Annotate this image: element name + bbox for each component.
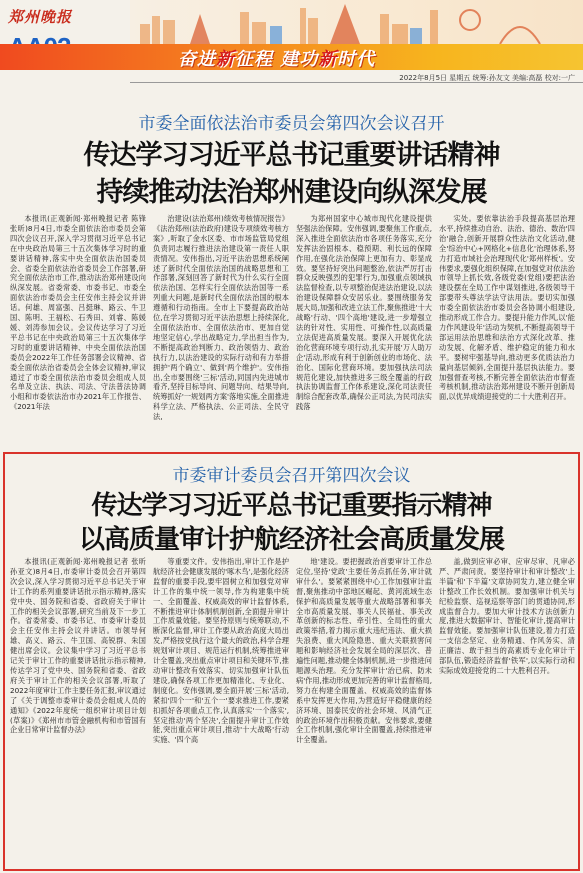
article2-column: 盖,做到应审必审、应审尽审、凡审必严、严肃问责。要坚持审计和审计整改'上半篇'和'下半篇'文章协同发力,建立健全审计整改工作长效机制。要加强审计机关与纪检监察、巡视巡察等部门的贯通协同,形成监督合力。要加大审计技术方法创新力度,推进大数据审计、智能化审计,提高审计监督效能。要加强审计队伍建设,着力打造一支信念坚定、业务精通、作风务实、清正廉洁、敢于担当的高素质专业化审计干部队伍,锻造经济监督'铁军',以实际行动和实际成效迎接党的二十大胜利召开。	[439, 557, 575, 675]
article1-headline-line2: 持续推动法治郑州建设向纵深发展	[96, 177, 487, 208]
dateline: 2022年8月5日 星期五 统筹:孙友文 美编:高磊 校对:一广	[399, 74, 575, 82]
article1-column: 为郑州国家中心城市现代化建设提供坚强法治保障。安伟强调,要聚焦工作重点,深入推进全面依法治市各项任务落实,充分发挥法治固根本、稳预期、利长远的保障作用,在强化法治保障上更加有力、彰显成效。要坚持好突出问题整治,依法严厉打击群众反映强烈的犯罪行为,加强重点领域执法监督检查,以专项整治促进法治建设,以法治建设保障群众安居乐业。要围绕服务发展大局,加强和改进立法工作,聚焦推进'十大战略'行动、'四个高地'建设,进一步增强立法的针对性、实用性、可操作性,以高质量立法促进高质量发展。要深入开展优化法治化营商环境专项行动,扎实开展'万人助万企'活动,形成有利于创新创业的市场化、法治化、国际化营商环境。要加强执法司法规范化建设,加快推进多三级全覆盖的行政执法协调监督工作体系建设,深化司法责任制综合配套改革,确保公正司法,为民司法实践落	[296, 214, 432, 412]
article1-column: 本报讯(正观新闻·郑州晚报记者 陈锋 张昕)8月4日,市委全面依法治市委员会第四次会议召开,深入学习贯彻习近平总书记在中央政治局第三十五次集体学习时的重要讲话精神,落实中央全面依法治国委员会、省委全面依法治省委员会工作部署,研究全面依法治市工作,推动法治郑州建设向纵深发展。省委常委、市委书记、市委全面依法治市委员会主任安伟主持会议并讲话。何雄、周富强、吕挺琳、路云、牛卫国、陈明、王福松、石秀田、刘睿、陈媛媛、刘涛参加会议。会议传达学习了习近平总书记在中央政治局第三十五次集体学习时的重要讲话精神、中央全面依法治国委员会2022年工作任务部署会议精神、省委全面依法治省委员会全体会议精神,审议通过了市委全面依法治市委员会组成人员名单及立法、执法、司法、守法普法协调小组和市委依法治市办2021年工作报告、《2021年法	[10, 214, 146, 412]
article2-column: 本报讯(正观新闻·郑州晚报记者 张昕 孙亚文)8月4日,市委审计委员会召开第四次会议,深入学习贯彻习近平总书记关于审计工作的系列重要讲话批示指示精神,落实党中央、国务院和省委、省政府关于审计工作的相关会议部署,研究当前及下一步工作。省委常委、市委书记、市委审计委员会主任安伟主持会议并讲话。市领导何雄、高义、路云、牛卫国、高锐群、朱国健出席会议。会议集中学习了习近平总书记关于审计工作的重要讲话批示指示精神,传达学习了党中央、国务院和省委、省政府关于审计工作的相关会议部署,听取了2022年度审计工作主要任务汇报,审议通过了《关于调整市委审计委员会组成人员的通知》《2022年度统一组织审计项目计划(草案)》《郑州市市管金融机构和市管国有企业日常审计监督办法》	[10, 557, 146, 735]
article2-column: 地'建设。要把握政治首要审计工作总定位,坚持'党政'主要任务点抓任务,审计就审什么'。要紧紧围绕中心工作加强审计监督,聚焦推动中部地区崛起、黄河流域生态保护和高质量发展等重大战略部署和事关全市高质量发展、事关人民福祉、事关改革创新的标志性、牵引性、全局性的重大政策举措,着力揭示重大违纪违法、重大损失浪费、重大风险隐患、重大关联损害问题和影响经济社会发展全局的深层次、普遍性问题,推动健全体制机制,进一步推进问题源头治理。充分发挥审计'治已病、防未病'作用,推动形成更加完善的审计监督格局,努力在构建全面覆盖、权威高效的监督体系中发挥更大作用,为营造好平稳健康的经济环境、国泰民安的社会环境、风清气正的政治环境作出积极贡献。安伟要求,要健全工作机制,强化审计全面覆盖,持续推进审计全覆盖。	[296, 557, 432, 745]
article2-headline-line2: 以高质量审计护航经济社会高质量发展	[78, 525, 504, 555]
slogan: 奋进新征程 建功新时代	[178, 49, 376, 70]
article1-body	[10, 214, 575, 446]
article1-column: 实处。要依靠法治手段提高基层治理水平,持续推动自治、法治、德治、数治'四治'融合,创新开展群众性法治文化活动,健全'综治中心+网格化+信息化'治理体系,努力打造市域社会治理现代化'郑州样板'。安伟要求,要强化组织保障,在加强党对依法治市领导上抓长效,各级党委(党组)要把法治建设摆在全局工作中谋划推进,各级领导干部要带头尊法学法守法用法。要切实加强市委全面依法治市委员会各协调小组建设,推动形成工作合力。要提升能力作风,以'能力作风建设年'活动为契机,不断提高领导干部运用法治思维和法治方式深化改革、推动发展、化解矛盾、维护稳定的能力和水平。要树牢强基导向,推动更多优质法治力量向基层倾斜,全面提升基层执法能力。要加强督查考核,不断完善全面依法治市督查考核机制,推动法治郑州建设不断开创新局面,以优异成绩迎接党的二十大胜利召开。	[439, 214, 575, 402]
newspaper-brand: 郑州晚报	[8, 8, 73, 26]
masthead	[0, 0, 583, 86]
skyline-illustration	[0, 0, 583, 46]
article2-column: 等重要文件。安伟指出,审计工作是护航经济社会健康发展的'啄木鸟',是强化经济监督的重要手段,要牢固树立和加强党对审计工作的集中统一领导,作为构建集中统一、全面覆盖、权威高效的审计监督体系,不断推进审计体制机制创新,全面提升审计工作质量效能。要坚持原则与统筹联动,不断深化监督,审计工作要从政治高度大局出发,严格按党执行这个最大的政治,科学合理规划审计项目、规范运行机制,统筹推进审计全覆盖,突出重点审计项目和关键环节,推动审计整改有效落实、切实加强审计队伍建设,确保各项工作更加精准化、专业化、制度化。安伟强调,要全面开展'三标'活动,紧扣'四个一'和'五个一'要求推进工作,要紧扣抓好各项重点工作,认真落实'一个落实',坚定推动'两个坚决',全面提升审计工作效能,突出重点审计项目,推动'十大战略'行动实施、'四个高	[153, 557, 289, 745]
article1-headline-line1: 传达学习习近平总书记重要讲话精神	[83, 140, 500, 171]
article1-kicker: 市委全面依法治市委员会第四次会议召开	[138, 114, 445, 134]
article2-headline-line1: 传达学习习近平总书记重要指示精神	[91, 491, 492, 521]
header-rule	[130, 82, 583, 83]
article2-kicker: 市委审计委员会召开第四次会议	[172, 466, 411, 486]
article1-column: 治建设(法治郑州)绩效考核情况报告》《法治郑州(法治政府)建设专项绩效考核方案》,听取了金水区委、市市场监管局党组负责同志履行推进法治建设第一责任人职责情况。安伟指出,习近平法治思想系统阐述了新时代全面依法治国的战略思想和工作部署,深刻回答了新时代为什么实行全面依法治国、怎样实行全面依法治国等一系列重大问题,是新时代全面依法治国的根本遵循和行动指南。全市上下要提高政治站位,在学习贯彻习近平法治思想上持续深化,全面依法治市、全面依法治市、更加自觉地坚定信心,学出战略定力,学出担当作为,不断提高政治判断力、政治领悟力、政治执行力,以法治建设的实际行动和有力举措拥护'两个确立'、做到'两个维护'。安伟指出,全市要围绕'三标'活动,同国内先进城市看齐,坚持目标导向、问题导向、结果导向,统筹抓好'一规划两方案'落地实施,全面推进科学立法、严格执法、公正司法、全民守法,	[153, 214, 289, 422]
article2-body	[10, 557, 575, 862]
